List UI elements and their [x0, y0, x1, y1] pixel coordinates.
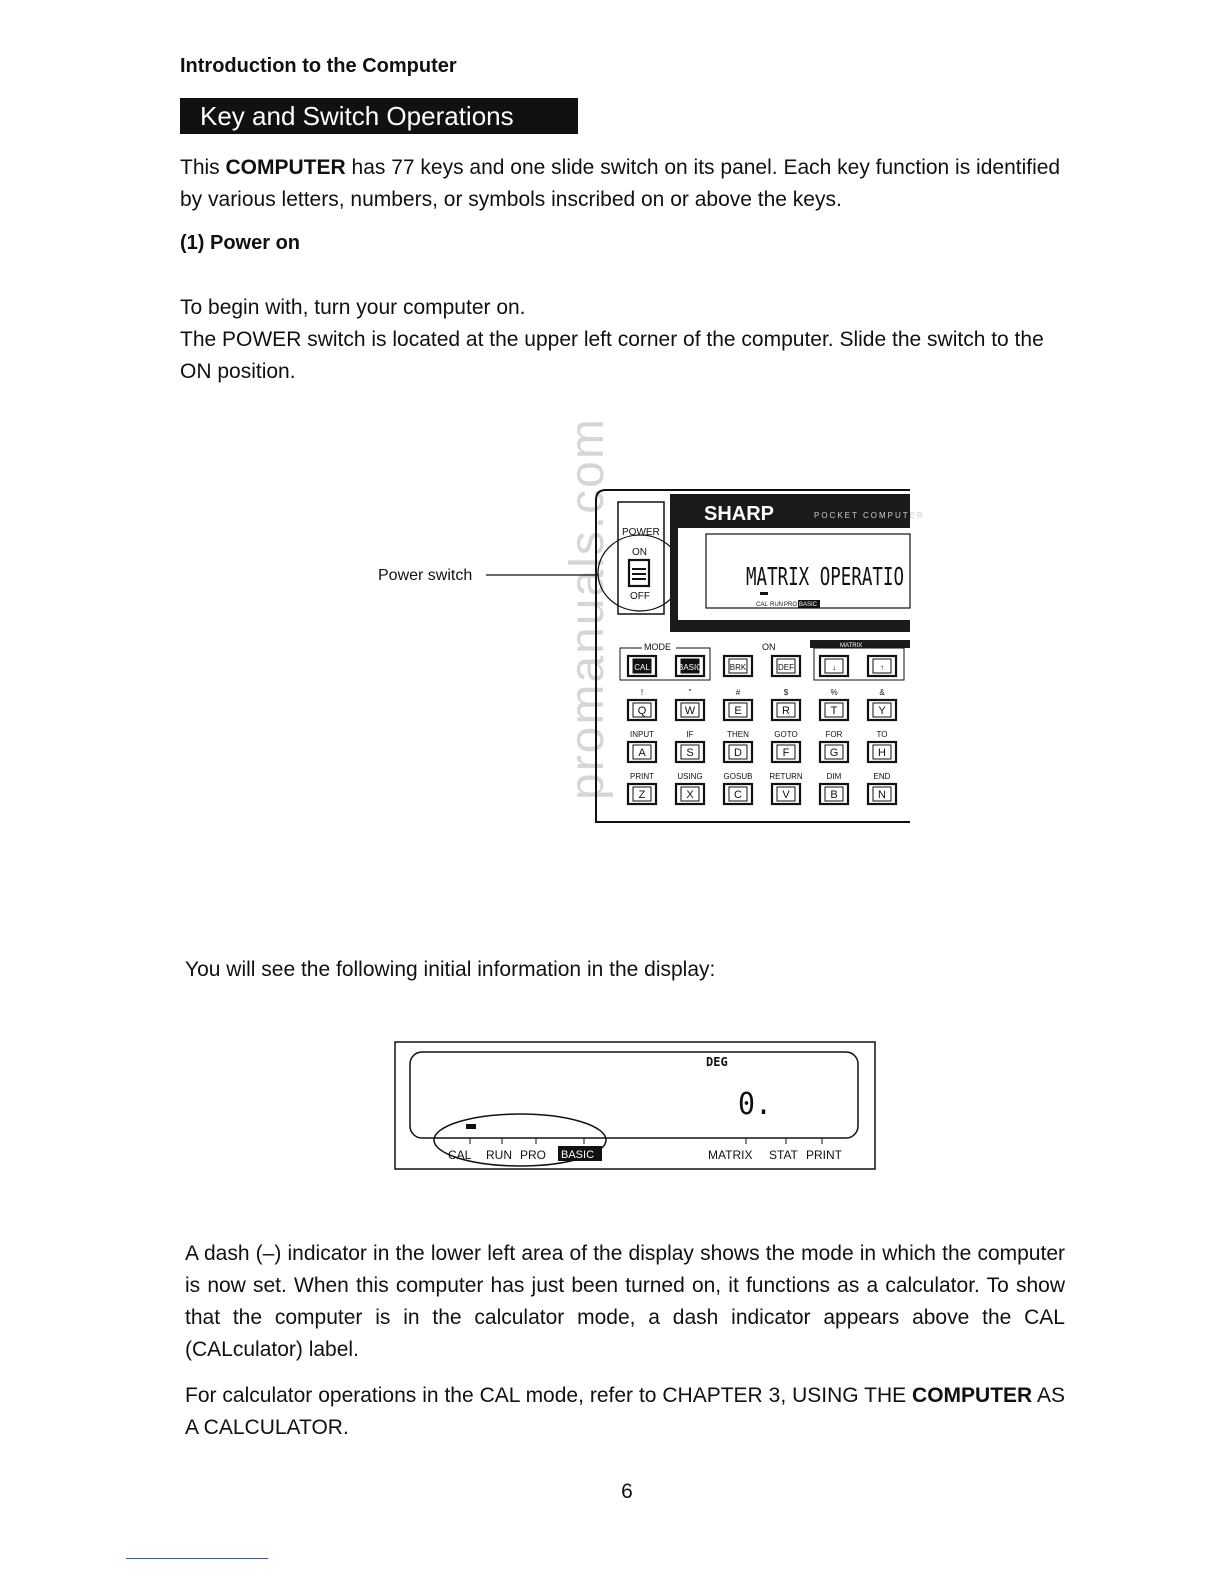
key-label-r0-c5: ↑: [880, 663, 884, 672]
p1-post: has 77 keys and one slide switch on its panel. Each key function is identified by various letters, numbers, or symbols inscribed on or above the keys.: [180, 156, 1061, 211]
on-key-label: ON: [762, 642, 776, 652]
key-label-r2-c3: F: [782, 747, 790, 759]
key-label-r1-c0: Q: [637, 705, 647, 717]
p2-line1: To begin with, turn your computer on.: [180, 296, 526, 319]
label-cal: CAL: [448, 1148, 472, 1162]
brand-logo: SHARP: [704, 503, 775, 525]
key-label-r1-c4: T: [830, 705, 838, 717]
key-above-label-r1-c5: &: [879, 688, 885, 697]
key-above-label-r3-c4: DIM: [826, 772, 842, 781]
label-run: RUN: [486, 1148, 512, 1162]
key-label-r0-c3: DEF: [778, 663, 794, 672]
key-label-r0-c4: ↓: [832, 663, 836, 672]
key-above-label-r1-c1: ": [688, 688, 692, 697]
key-above-label-r2-c3: GOTO: [774, 730, 798, 739]
mode-label: MODE: [644, 642, 671, 652]
key-label-r1-c1: W: [684, 705, 696, 717]
intro-paragraph: [180, 152, 1070, 216]
key-above-label-r2-c1: IF: [686, 730, 694, 739]
key-label-r3-c1: X: [686, 789, 694, 801]
key-above-label-r3-c1: USING: [677, 772, 703, 781]
key-label-r2-c0: A: [638, 747, 646, 759]
panel-display-text: MATRIX OPERATIO: [746, 562, 904, 591]
p5-pre: For calculator operations in the CAL mode, refer to CHAPTER 3, USING THE: [185, 1384, 913, 1407]
key-label-r3-c0: Z: [638, 789, 646, 801]
p1-pre: This: [180, 156, 226, 179]
key-label-r2-c4: G: [829, 747, 839, 759]
subheading-power-on: (1) Power on: [180, 232, 301, 254]
key-label-r3-c2: C: [734, 789, 742, 801]
power-switch-callout: Power switch: [378, 567, 473, 584]
key-above-label-r1-c2: #: [735, 688, 741, 697]
key-label-r1-c5: Y: [878, 705, 886, 717]
brand-subtitle: POCKET COMPUTER: [814, 511, 925, 520]
display-intro-paragraph: You will see the following initial information in the display:: [185, 958, 716, 981]
key-above-label-r3-c0: PRINT: [630, 772, 654, 781]
footer-rule: [126, 1558, 268, 1559]
key-above-label-r2-c2: THEN: [727, 730, 749, 739]
label-basic: BASIC: [561, 1149, 595, 1161]
panel-mode-cal: CAL: [756, 602, 768, 608]
key-label-r1-c2: E: [734, 705, 742, 717]
dash-indicator-paragraph: A dash (–) indicator in the lower left area of the display shows the mode in which the computer is now set. When this computer has just been turned on, it functions as a calculator. To show that the computer is in the calculator mode, a dash indicator appears above the CAL (CALculator) label.: [185, 1242, 1065, 1361]
panel-mode-run: RUN: [770, 602, 783, 608]
key-label-r0-c2: BRK: [729, 663, 747, 672]
key-label-r0-c1: BASIC: [677, 663, 703, 672]
key-above-label-r1-c4: %: [830, 688, 838, 697]
key-above-label-r1-c0: !: [640, 688, 644, 697]
label-matrix: MATRIX: [708, 1148, 753, 1162]
key-label-r0-c0: CAL: [634, 663, 650, 672]
p2-line2: The POWER switch is located at the upper left corner of the computer. Slide the switch to the ON position.: [180, 328, 1044, 383]
key-grid: [628, 656, 896, 804]
power-label: POWER: [622, 527, 660, 538]
key-label-r1-c3: R: [782, 705, 790, 717]
p5-post: AS A CALCULATOR.: [185, 1384, 1065, 1439]
page-number: 6: [621, 1480, 633, 1503]
key-above-label-r3-c3: RETURN: [769, 772, 803, 781]
label-stat: STAT: [769, 1148, 798, 1162]
key-label-r3-c5: N: [878, 789, 886, 801]
power-on-paragraph: [180, 292, 1070, 388]
label-print: PRINT: [806, 1148, 842, 1162]
panel-mode-basic: BASIC: [799, 602, 818, 608]
switch-on-label: ON: [632, 547, 647, 558]
key-above-label-r1-c3: $: [783, 688, 789, 697]
initial-display-figure: [394, 1040, 878, 1172]
key-above-label-r2-c0: INPUT: [630, 730, 654, 739]
key-above-label-r3-c5: END: [873, 772, 891, 781]
matrix-label: MATRIX: [840, 643, 863, 649]
key-above-label-r2-c4: FOR: [825, 730, 843, 739]
deg-indicator: DEG: [706, 1055, 728, 1069]
watermark: promanuals.com: [561, 417, 614, 800]
label-pro: PRO: [520, 1148, 547, 1162]
switch-off-label: OFF: [630, 591, 650, 602]
key-label-r2-c2: D: [734, 747, 742, 759]
calculator-ref-paragraph: [185, 1380, 1065, 1444]
panel-mode-pro: PRO: [784, 602, 798, 608]
calculator-panel-figure: [370, 417, 925, 834]
p5-bold: COMPUTER: [912, 1384, 1033, 1407]
key-label-r2-c5: H: [878, 747, 886, 759]
running-head: Introduction to the Computer: [180, 55, 457, 77]
key-label-r3-c4: B: [830, 789, 838, 801]
section-title: Key and Switch Operations: [180, 98, 578, 134]
key-label-r2-c1: S: [686, 747, 694, 759]
key-label-r3-c3: V: [782, 789, 790, 801]
p1-bold: COMPUTER: [225, 156, 346, 179]
key-above-label-r3-c2: GOSUB: [723, 772, 753, 781]
display-value: 0.: [738, 1087, 772, 1122]
key-above-label-r2-c5: TO: [876, 730, 888, 739]
dash-indicator: [466, 1124, 476, 1129]
